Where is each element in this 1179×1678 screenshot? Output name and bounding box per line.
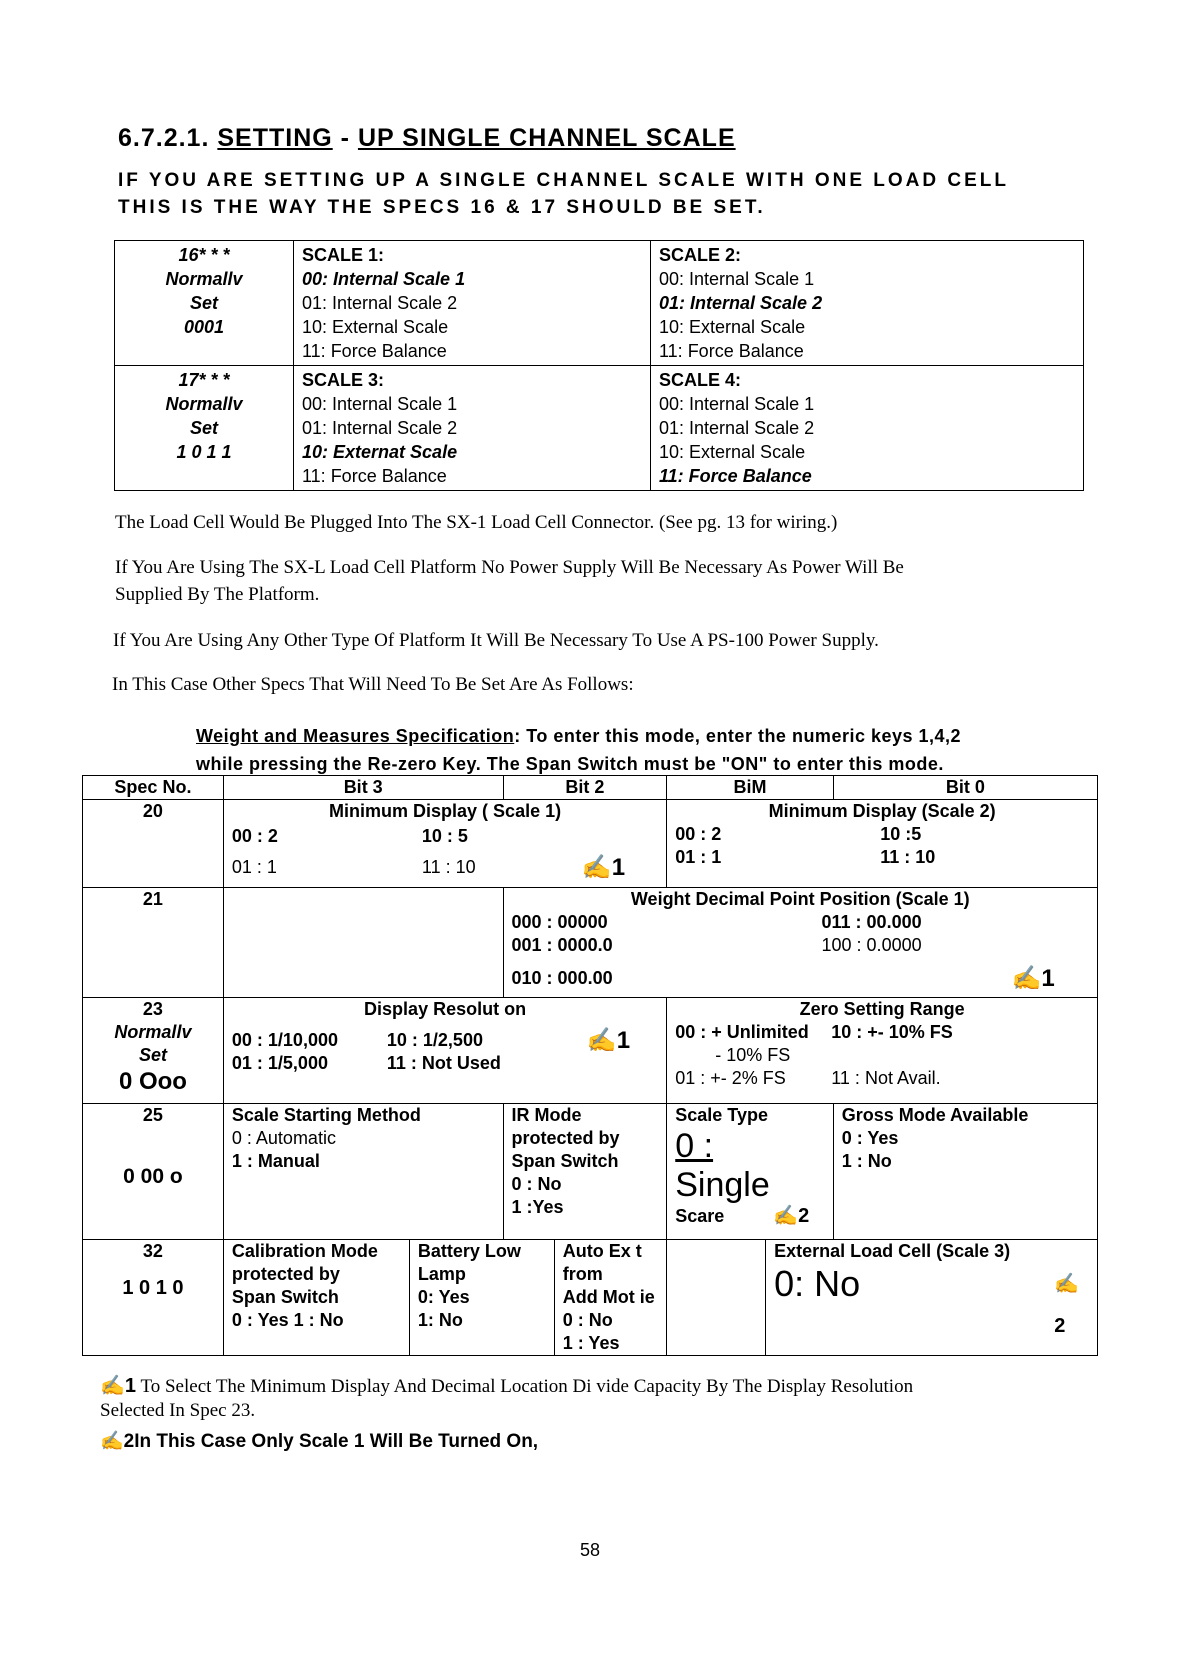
note2-mark-icon: ✍2 <box>100 1431 135 1452</box>
scale4-option: 00: Internal Scale 1 <box>659 394 815 414</box>
scale3-title: SCALE 3: <box>302 370 385 390</box>
option-row <box>675 846 1089 869</box>
spec-16-cell <box>115 241 294 366</box>
option-row <box>232 1052 658 1075</box>
footnote1-text: To Select The Minimum Display And Decimal Location Di vide Capacity By The Display Resolution <box>140 1376 914 1397</box>
option: 01 : 1/5,000 <box>231 1053 328 1073</box>
scale2-title: SCALE 2: <box>659 245 742 265</box>
scale3-option: 01: Internal Scale 2 <box>302 418 458 438</box>
footnote2-text: In This Case Only Scale 1 Will Be Turned On, <box>134 1431 539 1452</box>
scale1-cell <box>294 241 651 366</box>
scale4-option: 01: Internal Scale 2 <box>659 418 815 438</box>
wm-line1-rest: : To enter this mode, enter the numeric keys 1,4,2 <box>514 726 962 746</box>
gross-mode-cell <box>833 1104 1097 1240</box>
option: 1: No <box>417 1310 463 1330</box>
option: 01 : 1 <box>675 847 722 867</box>
paragraph-other-platform: If You Are Using Any Other Type Of Platform It Will Be Necessary To Use A PS-100 Power Supply. <box>113 630 879 651</box>
option: Span Switch <box>231 1287 339 1307</box>
note2-mark-icon: ✍2 <box>1054 1273 1080 1337</box>
table-row <box>115 366 1084 491</box>
auto-exit-cell <box>555 1240 667 1355</box>
option: 0 : Yes 1 : No <box>231 1310 344 1330</box>
option-row <box>232 856 658 879</box>
ir-mode-cell <box>503 1104 667 1240</box>
scale1-title: SCALE 1: <box>302 245 385 265</box>
option: 11 : 10 <box>880 847 936 867</box>
table-row <box>115 241 1084 366</box>
spec-23-cell <box>83 998 224 1104</box>
spec-number: 23 <box>142 999 163 1019</box>
starting-method-title: Scale Starting Method <box>231 1105 421 1125</box>
wm-instructions <box>196 722 1096 778</box>
scale2-option: 01: Internal Scale 2 <box>659 293 823 313</box>
spec-number: 25 <box>142 1105 163 1125</box>
option: Lamp <box>417 1264 466 1284</box>
option: 01 : +- 2% FS <box>675 1068 786 1088</box>
option: 10 : 1/2,500 <box>386 1030 483 1050</box>
table-row <box>83 998 1098 1104</box>
option-row <box>675 1067 1089 1090</box>
scale2-option: 00: Internal Scale 1 <box>659 269 815 289</box>
wm-line2: while pressing the Re-zero Key. The Span Switch must be "ON" to enter this mode. <box>196 754 944 774</box>
option: 11 : 10 <box>421 857 476 877</box>
note1-mark-icon: ✍1 <box>1011 965 1055 992</box>
zero-range-cell <box>667 998 1098 1104</box>
min-display-scale1-cell <box>223 800 666 888</box>
option: 01 : 1 <box>231 857 277 877</box>
option-row <box>512 911 1089 934</box>
spec-label: 1 0 1 1 <box>176 442 232 462</box>
option: protected by <box>511 1128 620 1148</box>
spec-label: Normallv <box>165 394 243 414</box>
spec-label: Set <box>189 293 218 313</box>
option: 000 : 00000 <box>511 912 608 932</box>
option: 0: Yes <box>417 1287 470 1307</box>
scale3-option: 11: Force Balance <box>302 466 447 486</box>
note1-mark-icon: ✍1 <box>100 1375 137 1397</box>
decimal-point-cell <box>503 888 1097 998</box>
scale1-option: 00: Internal Scale 1 <box>302 269 466 289</box>
option: 00 : 2 <box>675 824 722 844</box>
scale-setting-table <box>114 240 1084 491</box>
scale2-option: 11: Force Balance <box>659 341 804 361</box>
option-row <box>774 1263 1089 1347</box>
option: 10 : 5 <box>421 826 468 846</box>
option: protected by <box>231 1264 340 1284</box>
option: 010 : 000.00 <box>511 968 613 988</box>
spec-label: Normallv <box>165 269 243 289</box>
spec-25-cell <box>83 1104 224 1240</box>
header-bit0: Bit 0 <box>833 776 1097 800</box>
option: Add Mot ie <box>562 1287 655 1307</box>
option: 00 : 2 <box>231 826 278 846</box>
heading-dash: - <box>340 124 350 152</box>
scale4-option: 10: External Scale <box>659 442 806 462</box>
battery-auto-cell <box>409 1240 666 1356</box>
option: 0 : No <box>511 1174 562 1194</box>
min-display-scale2-title: Minimum Display (Scale 2) <box>768 801 996 821</box>
min-display-scale2-cell <box>667 800 1098 888</box>
option-row <box>675 1205 824 1228</box>
spec-value: 0 00 o <box>123 1165 183 1188</box>
option: 0 : Automatic <box>231 1128 336 1148</box>
option: Auto Ex t from <box>562 1241 642 1284</box>
option: 0 : Yes <box>841 1128 899 1148</box>
scale2-cell <box>651 241 1084 366</box>
option: Calibration Mode <box>231 1241 378 1261</box>
option-row <box>232 825 658 848</box>
scale3-cell <box>294 366 651 491</box>
option: 1 : Manual <box>231 1151 320 1171</box>
min-display-scale1-title: Minimum Display ( Scale 1) <box>329 801 562 821</box>
option: 11 : Not Avail. <box>831 1068 941 1088</box>
option: Span Switch <box>511 1151 619 1171</box>
note1-mark-icon: ✍1 <box>581 854 626 881</box>
option-row <box>675 1021 1089 1044</box>
spec-number: 20 <box>83 800 224 888</box>
header-spec-no: Spec No. <box>83 776 224 800</box>
header-bit1: BiM <box>667 776 833 800</box>
empty-cell <box>223 888 503 998</box>
spec-32-cell <box>83 1240 224 1356</box>
table-row <box>83 800 1098 888</box>
scale-type-name: Single <box>675 1166 770 1204</box>
option: 1 : No <box>841 1151 892 1171</box>
spec-number: 21 <box>83 888 224 998</box>
spec-value: 0 Ooo <box>118 1068 187 1095</box>
display-resolution-title: Display Resolut on <box>364 999 527 1019</box>
option: 1 : Yes <box>562 1333 620 1353</box>
scale4-option: 11: Force Balance <box>659 466 812 486</box>
option: 11 : Not Used <box>386 1053 501 1073</box>
spec-label: 0001 <box>183 317 225 337</box>
scale-type-cell <box>667 1104 833 1240</box>
gross-mode-title: Gross Mode Available <box>841 1105 1029 1125</box>
page-number: 58 <box>580 1540 601 1560</box>
paragraph-sxl-line1: If You Are Using The SX-L Load Cell Platform No Power Supply Will Be Necessary As Power Will Be <box>115 557 904 578</box>
option: 0 : No <box>562 1310 613 1330</box>
table-row <box>83 1104 1098 1240</box>
paragraph-load-cell: The Load Cell Would Be Plugged Into The SX-1 Load Cell Connector. (See pg. 13 for wiring.) <box>115 512 838 533</box>
section-number: 6.7.2.1. <box>118 124 210 152</box>
wm-title: Weight and Measures Specification <box>196 726 515 746</box>
footnote2 <box>100 1429 538 1453</box>
scale3-option: 10: Externat Scale <box>302 442 458 462</box>
option: 001 : 0000.0 <box>511 935 613 955</box>
spec-label: Set <box>189 418 218 438</box>
spec-label: Set <box>138 1045 167 1065</box>
paragraph-sxl-line2: Supplied By The Platform. <box>115 584 320 605</box>
battery-low-cell <box>410 1240 555 1355</box>
heading-part2: UP SINGLE CHANNEL SCALE <box>357 124 736 152</box>
scale3-option: 00: Internal Scale 1 <box>302 394 458 414</box>
split-cell <box>410 1240 666 1355</box>
external-load-title: External Load Cell (Scale 3) <box>774 1241 1011 1261</box>
spec-label: Normallv <box>114 1022 192 1042</box>
option: IR Mode <box>511 1105 582 1125</box>
spec-label: 17* * * <box>178 370 230 390</box>
option: Battery Low <box>417 1241 521 1261</box>
decimal-point-title: Weight Decimal Point Position (Scale 1) <box>630 889 970 909</box>
option: 10 : +- 10% FS <box>831 1022 953 1042</box>
spec-number: 32 <box>142 1241 163 1261</box>
scale2-option: 10: External Scale <box>659 317 806 337</box>
table-row <box>83 1240 1098 1356</box>
external-load-cell <box>766 1240 1098 1356</box>
option-row <box>675 823 1089 846</box>
option: 10 :5 <box>880 824 922 844</box>
paragraph-other-specs: In This Case Other Specs That Will Need To Be Set Are As Follows: <box>112 674 634 695</box>
scale4-title: SCALE 4: <box>659 370 742 390</box>
header-bit3: Bit 3 <box>223 776 503 800</box>
scale1-option: 11: Force Balance <box>302 341 447 361</box>
subheading-line2: THIS IS THE WAY THE SPECS 16 & 17 SHOULD BE SET. <box>118 197 766 218</box>
option: 100 : 0.0000 <box>821 935 922 955</box>
footnote1-line2: Selected In Spec 23. <box>100 1400 256 1421</box>
option: - 10% FS <box>715 1045 791 1065</box>
section-heading <box>118 124 736 153</box>
heading-part1: SETTING <box>217 124 333 152</box>
wm-line1 <box>196 722 1096 750</box>
external-load-value: 0: No <box>774 1263 861 1304</box>
scale-type-note: Scare <box>675 1206 725 1226</box>
display-resolution-cell <box>223 998 666 1104</box>
spec-label: 16* * * <box>178 245 230 265</box>
option-row <box>232 1029 658 1052</box>
spec-17-cell <box>115 366 294 491</box>
scale-type-title: Scale Type <box>675 1105 768 1125</box>
option: 1 :Yes <box>511 1197 564 1217</box>
option: 011 : 00.000 <box>821 912 922 932</box>
option-row <box>512 934 1089 957</box>
header-bit2: Bit 2 <box>503 776 667 800</box>
scale-type-value: 0 : <box>675 1127 714 1165</box>
starting-method-cell <box>223 1104 503 1240</box>
spec-table <box>82 775 1098 1356</box>
table-header-row <box>83 776 1098 800</box>
option: 00 : 1/10,000 <box>231 1030 338 1050</box>
footnote1-line1 <box>100 1373 913 1398</box>
table-row <box>83 888 1098 998</box>
note1-mark-icon: ✍1 <box>586 1027 631 1054</box>
option-row <box>512 967 1089 990</box>
scale1-option: 01: Internal Scale 2 <box>302 293 458 313</box>
option: 00 : + Unlimited <box>675 1022 809 1042</box>
scale1-option: 10: External Scale <box>302 317 449 337</box>
calibration-mode-cell <box>223 1240 409 1356</box>
note2-mark-icon: ✍2 <box>773 1205 810 1227</box>
empty-cell <box>667 1240 766 1356</box>
subheading-line1: IF YOU ARE SETTING UP A SINGLE CHANNEL SCALE WITH ONE LOAD CELL <box>118 170 1009 191</box>
spec-value: 1 0 1 0 <box>122 1277 184 1299</box>
zero-range-title: Zero Setting Range <box>799 999 965 1019</box>
scale4-cell <box>651 366 1084 491</box>
